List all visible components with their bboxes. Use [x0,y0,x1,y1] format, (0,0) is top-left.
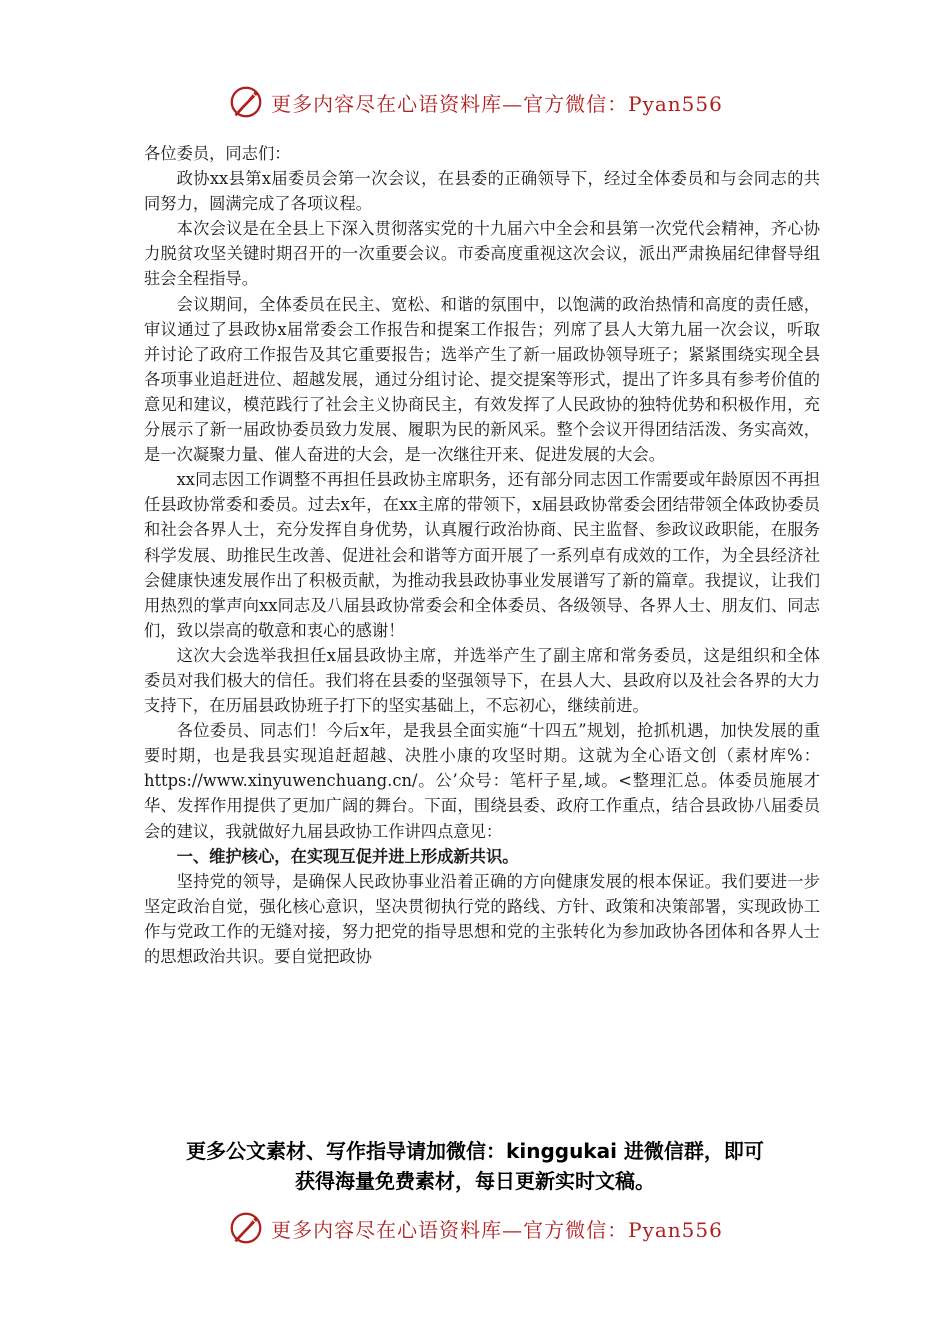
paragraph-4: xx同志因工作调整不再担任县政协主席职务，还有部分同志因工作需要或年龄原因不再担任县政协常委和委员。过去x年，在xx主席的带领下，x届县政协常委会团结带领全体政协委员和社会各界人士，充分发挥自身优势，认真履行政治协商、民主监督、参政议政职能，在服务科学发展、助推民生改善、促进社会和谐等方面开展了一系列卓有成效的工作，为全县经济社会健康快速发展作出了积极贡献，为推动我县政协事业发展谱写了新的篇章。我提议，让我们用热烈的掌声向xx同志及八届县政协常委会和全体委员、各级领导、各界人士、朋友们、同志们，致以崇高的敬意和衷心的感谢！ [144,470,820,640]
paragraph-1: 政协xx县第x届委员会第一次会议，在县委的正确领导下，经过全体委员和与会同志的共同努力，圆满完成了各项议程。 [144,169,820,214]
section-heading-1: 一、维护核心，在实现互促并进上形成新共识。 [176,846,519,866]
paragraph-2: 本次会议是在全县上下深入贯彻落实党的十九届六中全会和县第一次党代会精神，齐心协力脱贫攻坚关键时期召开的一次重要会议。市委高度重视这次会议，派出严肃换届纪律督导组驻会全程指导。 [144,219,820,289]
header-banner [0,82,950,122]
promo-line-1: 更多公文素材、写作指导请加微信：kinggukai 进微信群，即可 [186,1139,764,1163]
pen-logo-icon [227,83,265,121]
salutation: 各位委员，同志们： [144,144,291,163]
footer-banner [0,1208,950,1248]
promo-line-2: 获得海量免费素材，每日更新实时文稿。 [295,1169,655,1193]
banner-text: 更多内容尽在心语资料库—官方微信：Pyan556 [271,91,723,116]
paragraph-7: 坚持党的领导，是确保人民政协事业沿着正确的方向健康发展的根本保证。我们要进一步坚定政治自觉，强化核心意识，坚决贯彻执行党的路线、方针、政策和决策部署，实现政协工作与党政工作的无缝对接，努力把党的指导思想和党的主张转化为参加政协各团体和各界人士的思想政治共识。要自觉把政协 [144,871,820,966]
paragraph-6: 各位委员、同志们！今后x年，是我县全面实施“十四五”规划，抢抓机遇，加快发展的重要时期，也是我县实现追赶超越、决胜小康的攻坚时期。这就为全心语文创（素材库%：https://www.xinyuwenchuang.cn/。公’众号：笔杆子星,域。<整理汇总。体委员施展才华、发挥作用提供了更加广阔的舞台。下面，围绕县委、政府工作重点，结合县政协八届委员会的建议，我就做好九届县政协工作讲四点意见： [144,721,820,841]
document-body [144,141,820,969]
banner-text: 更多内容尽在心语资料库—官方微信：Pyan556 [271,1217,723,1242]
paragraph-3: 会议期间，全体委员在民主、宽松、和谐的氛围中，以饱满的政治热情和高度的责任感，审议通过了县政协x届常委会工作报告和提案工作报告；列席了县人大第九届一次会议，听取并讨论了政府工作报告及其它重要报告；选举产生了新一届政协领导班子；紧紧围绕实现全县各项事业追赶进位、超越发展，通过分组讨论、提交提案等形式，提出了许多具有参考价值的意见和建议，模范践行了社会主义协商民主，有效发挥了人民政协的独特优势和积极作用，充分展示了新一届政协委员致力发展、履职为民的新风采。整个会议开得团结活泼、务实高效，是一次凝聚力量、催人奋进的大会，是一次继往开来、促进发展的大会。 [144,294,820,465]
promo-notice [100,1136,850,1196]
pen-logo-icon [227,1209,265,1247]
paragraph-5: 这次大会选举我担任x届县政协主席，并选举产生了副主席和常务委员，这是组织和全体委员对我们极大的信任。我们将在县委的坚强领导下，在县人大、县政府以及社会各界的大力支持下，在历届县政协班子打下的坚实基础上，不忘初心，继续前进。 [144,645,820,716]
